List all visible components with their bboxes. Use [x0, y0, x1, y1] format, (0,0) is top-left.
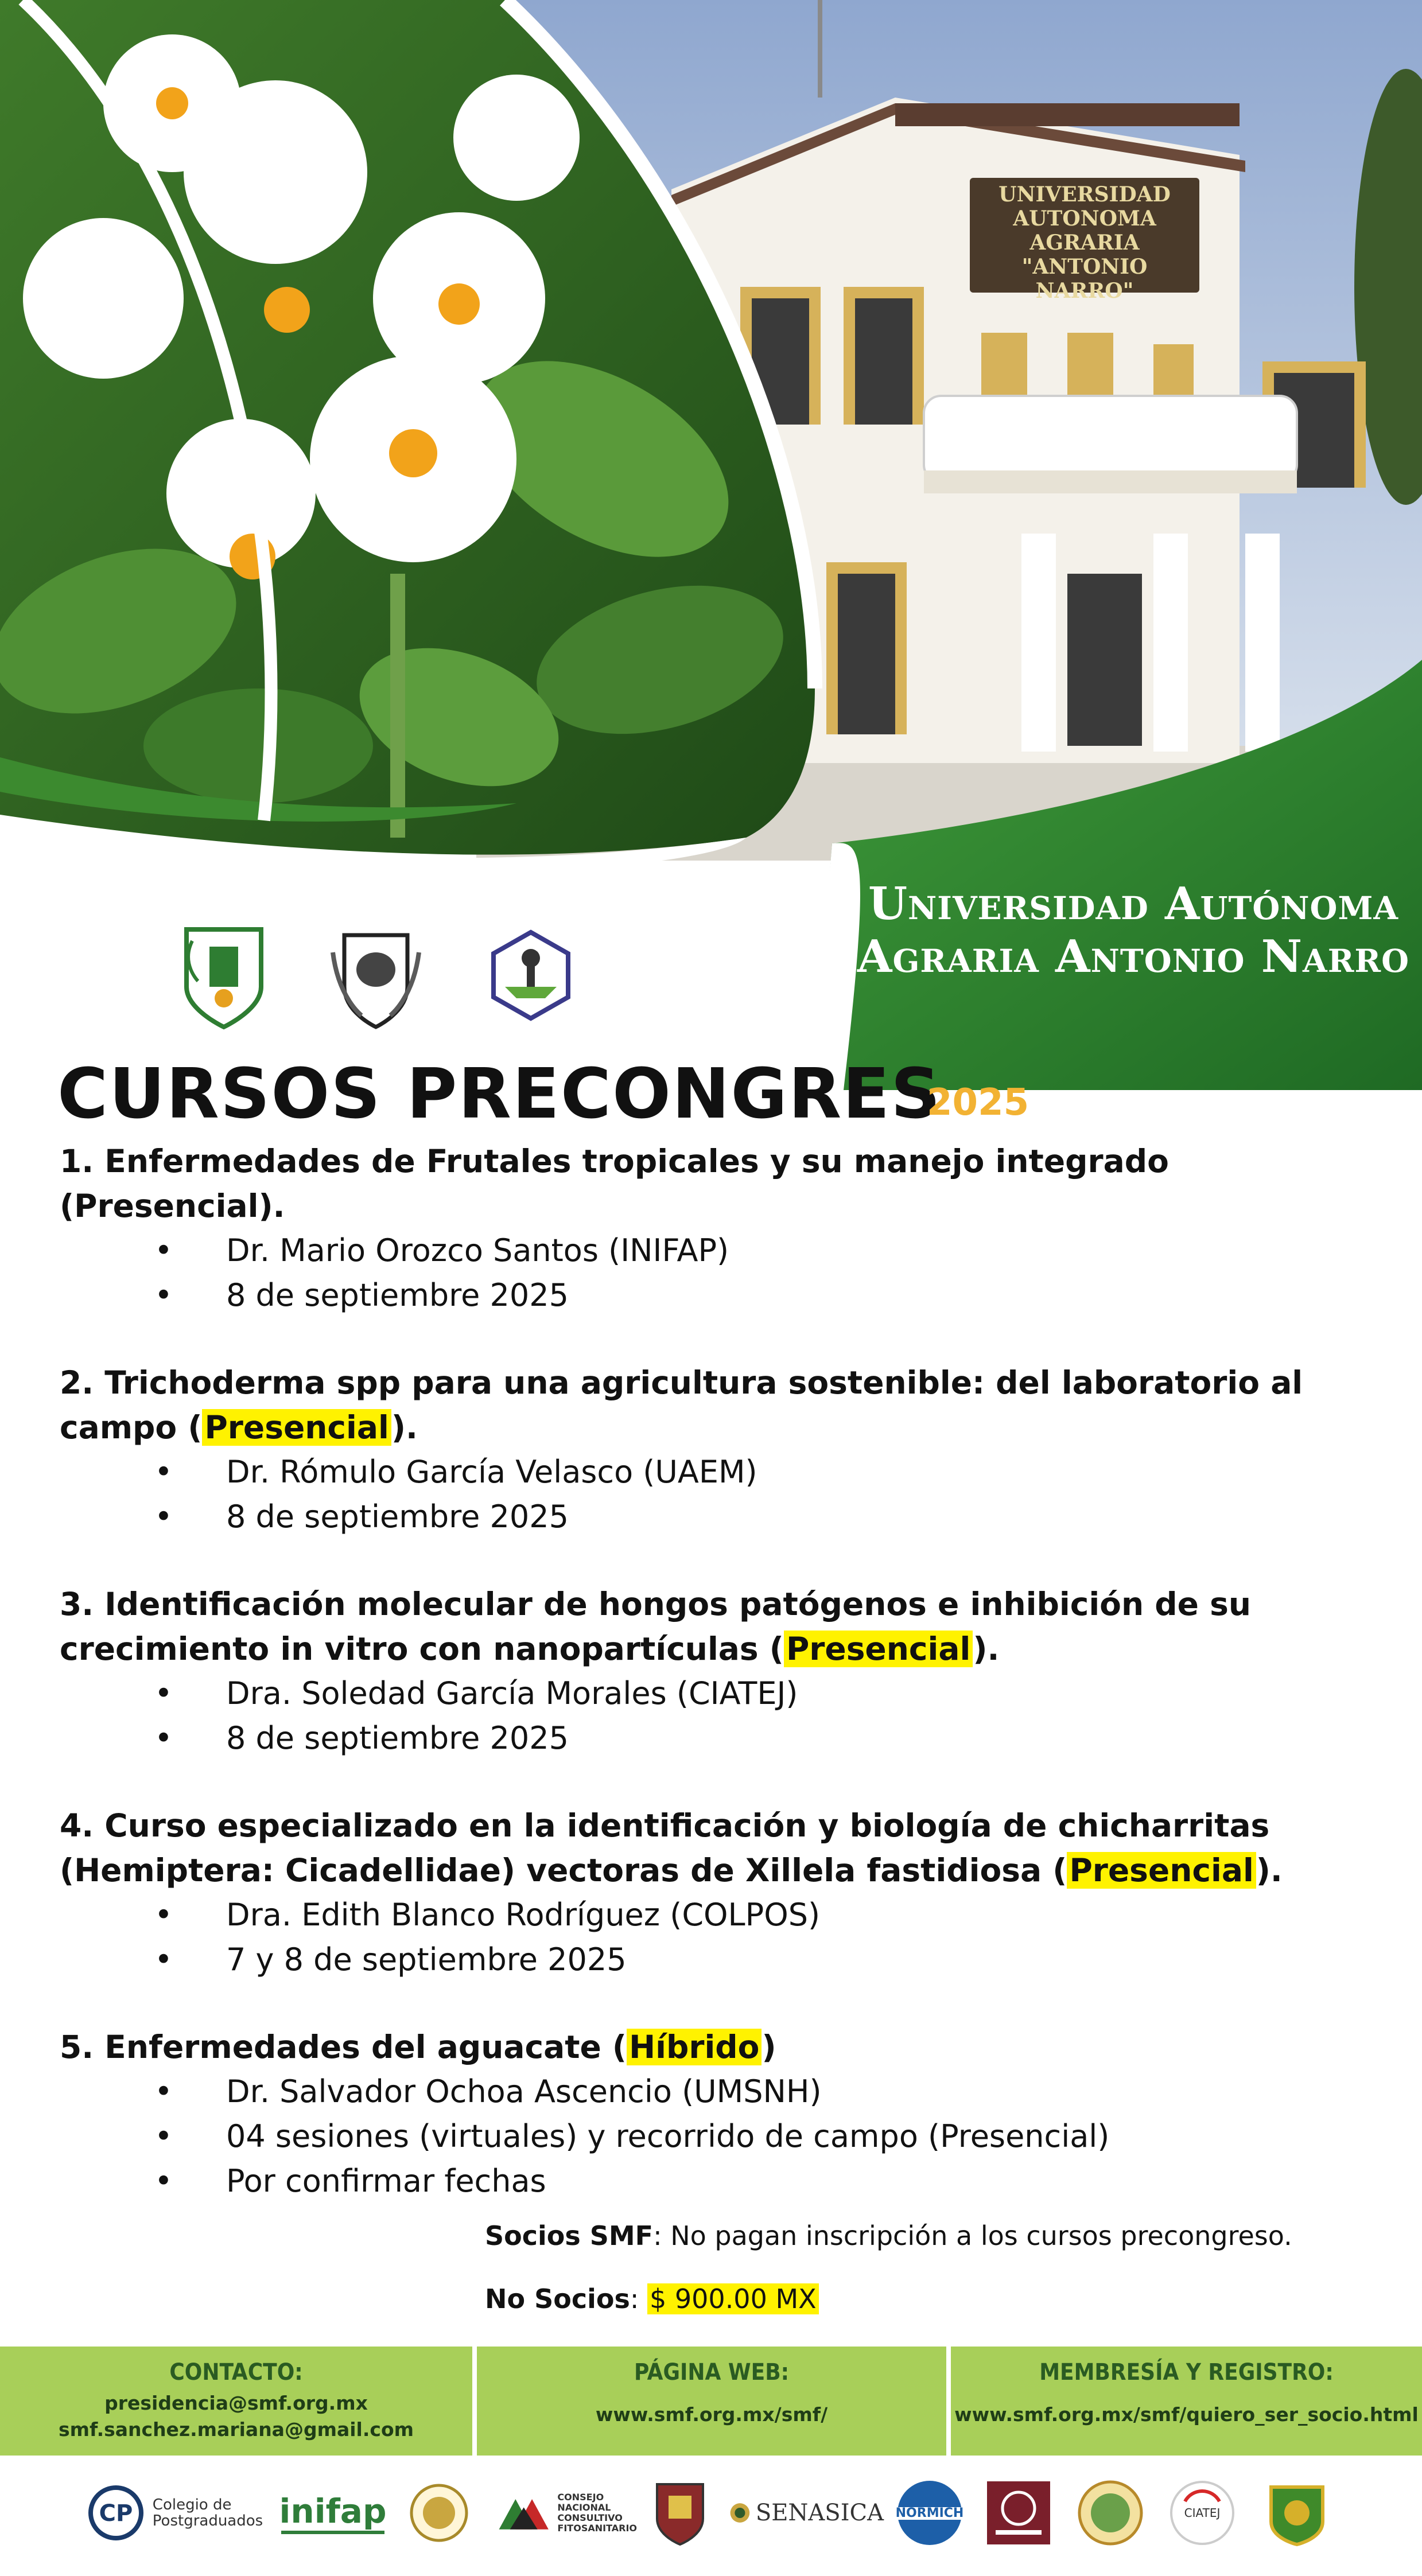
web-heading: PÁGINA WEB:: [634, 2359, 790, 2386]
conasafi-logo: CONSEJO NACIONAL CONSULTIVO FITOSANITARIO: [494, 2478, 637, 2547]
modality-highlight: Híbrido: [627, 2029, 761, 2065]
triangle-icon: [494, 2490, 554, 2536]
udeg-icon: [984, 2478, 1053, 2547]
course-title: 3. Identificación molecular de hongos patógenos e inhibición de su crecimiento in vitro con nanopartículas (Presencial).: [60, 1586, 1251, 1667]
membership-link[interactable]: www.smf.org.mx/smf/quiero_ser_socio.html: [954, 2403, 1419, 2426]
course-sessions: • 04 sesiones (virtuales) y recorrido de campo (Presencial): [60, 2114, 1380, 2159]
colpos-icon: [87, 2484, 145, 2542]
modality-highlight: Presencial: [1067, 1852, 1256, 1889]
round-seal-logo: [1073, 2478, 1148, 2547]
state-shield-logo: [646, 2478, 714, 2547]
modality-highlight: Presencial: [784, 1631, 973, 1667]
normich-logo: NORMICH: [892, 2478, 967, 2547]
membership-heading: MEMBRESÍA Y REGISTRO:: [1039, 2359, 1334, 2386]
uaaan-footer-logo: [1257, 2478, 1337, 2547]
uaaan-logo-icon: [327, 918, 425, 1033]
course-details: [60, 1893, 1380, 1982]
smf-logo: [175, 918, 273, 1033]
eagle-shield-icon: [1260, 2478, 1334, 2547]
price-highlight: $ 900.00 MX: [647, 2283, 819, 2314]
senasica-icon: [729, 2496, 751, 2530]
course-title: 1. Enfermedades de Frutales tropicales y su manejo integrado (Presencial).: [60, 1143, 1169, 1224]
phytopathology-logo: [482, 918, 580, 1033]
course-instructor: • Dr. Mario Orozco Santos (INIFAP): [60, 1228, 1380, 1273]
web-link[interactable]: www.smf.org.mx/smf/: [595, 2403, 828, 2426]
course-item: [60, 2025, 1380, 2204]
university-name-line2: Agraria Antonio Narro: [857, 931, 1410, 983]
contact-email[interactable]: smf.sanchez.mariana@gmail.com: [58, 2418, 414, 2441]
course-list: [60, 1139, 1380, 2246]
fee-members: Socios SMF: No pagan inscripción a los cursos precongreso.: [485, 2220, 1292, 2251]
course-date: • 8 de septiembre 2025: [60, 1273, 1380, 1318]
course-item: [60, 1582, 1380, 1761]
senasica-logo: SENASICA: [729, 2478, 884, 2547]
course-title: 4. Curso especializado en la identificación y biología de chicharritas (Hemiptera: Cicadellidae) vectoras de Xillela fastidiosa (Presencial).: [60, 1807, 1283, 1889]
inifap-logo: inifap: [275, 2478, 390, 2547]
course-instructor: • Dra. Edith Blanco Rodríguez (COLPOS): [60, 1893, 1380, 1937]
course-details: [60, 2069, 1380, 2204]
hexagon-logo-icon: [482, 918, 580, 1033]
course-title: 5. Enfermedades del aguacate (Híbrido): [60, 2029, 776, 2065]
university-name-line1: Universidad Autónoma: [868, 878, 1399, 930]
course-item: [60, 1803, 1380, 1982]
colpos-logo: CP Colegio de Postgraduados: [80, 2478, 270, 2547]
building-sign: UNIVERSIDAD AUTONOMA AGRARIA "ANTONIO NARRO": [998, 182, 1171, 303]
course-date: • 8 de septiembre 2025: [60, 1716, 1380, 1761]
course-details: [60, 1450, 1380, 1539]
course-instructor: • Dra. Soledad García Morales (CIATEJ): [60, 1671, 1380, 1716]
contact-heading: CONTACTO:: [169, 2359, 303, 2386]
page-title: CURSOS PRECONGRES: [57, 1054, 942, 1134]
course-item: [60, 1139, 1380, 1318]
round-seal-icon: [1076, 2478, 1145, 2547]
course-details: [60, 1228, 1380, 1318]
course-date: • 8 de septiembre 2025: [60, 1495, 1380, 1539]
footer-divider: [472, 2347, 477, 2456]
web-column: [477, 2347, 946, 2456]
contact-column: [0, 2347, 472, 2456]
course-date: • 7 y 8 de septiembre 2025: [60, 1937, 1380, 1982]
uaaan-logo: [327, 918, 425, 1033]
udeg-logo: [981, 2478, 1056, 2547]
membership-column: [951, 2347, 1422, 2456]
university-seal-logo: [402, 2478, 476, 2547]
footer-divider: [946, 2347, 951, 2456]
course-details: [60, 1671, 1380, 1761]
course-instructor: • Dr. Salvador Ochoa Ascencio (UMSNH): [60, 2069, 1380, 2114]
ciatej-logo: CIATEJ: [1165, 2478, 1240, 2547]
course-item: [60, 1360, 1380, 1539]
course-date: • Por confirmar fechas: [60, 2159, 1380, 2204]
fee-nonmembers: No Socios: $ 900.00 MX: [485, 2283, 819, 2314]
course-instructor: • Dr. Rómulo García Velasco (UAEM): [60, 1450, 1380, 1495]
course-title: 2. Trichoderma spp para una agricultura sostenible: del laboratorio al campo (Presencial).: [60, 1364, 1303, 1446]
shield-icon: [651, 2478, 709, 2547]
modality-highlight: Presencial: [202, 1409, 391, 1446]
svg-text:CP: CP: [99, 2500, 133, 2527]
smf-logo-icon: [175, 918, 273, 1033]
seal-icon: [407, 2481, 471, 2544]
contact-email[interactable]: presidencia@smf.org.mx: [104, 2392, 368, 2414]
title-year: 2025: [927, 1081, 1029, 1124]
